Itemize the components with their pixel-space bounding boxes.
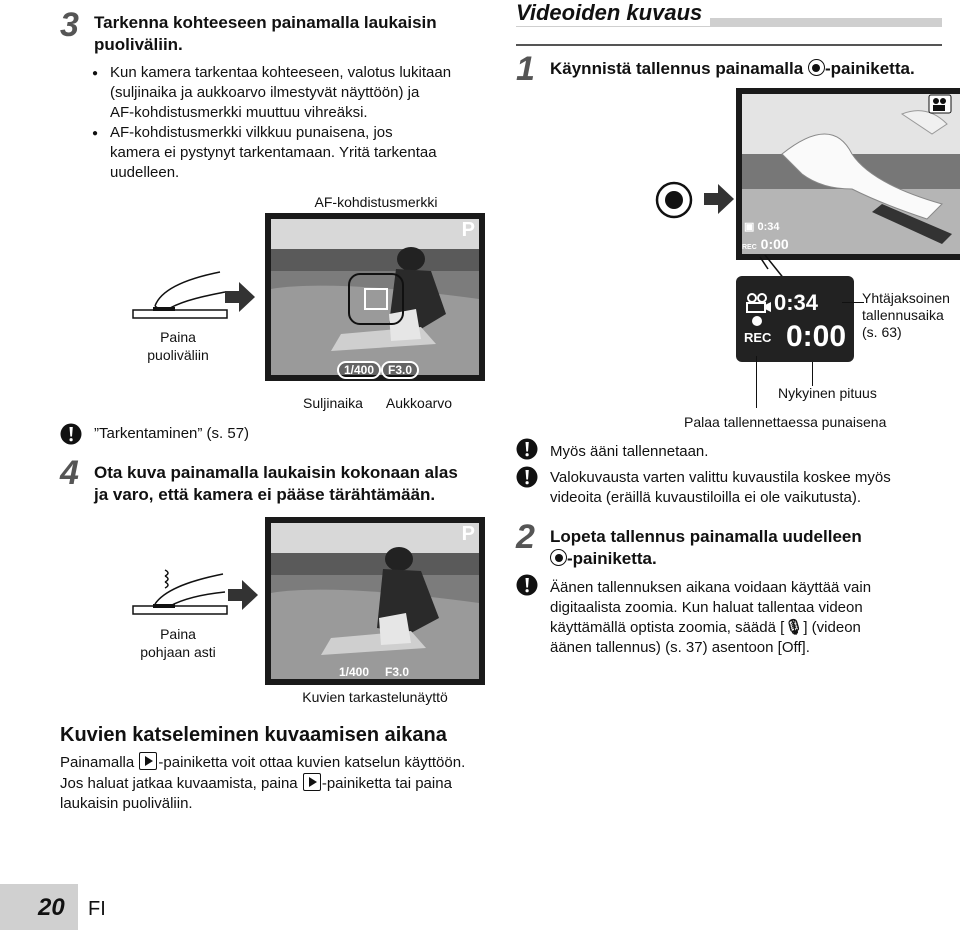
video-camera-icon <box>744 292 772 314</box>
remaining-time-label <box>862 290 950 341</box>
review-screen-label: Kuvien tarkastelunäyttö <box>302 689 448 705</box>
page-number: 20 <box>38 894 65 921</box>
arrow-right-icon <box>225 282 257 314</box>
note-mode <box>550 468 891 508</box>
current-length-leader-line <box>812 362 813 386</box>
aperture-label: Aukkoarvo <box>385 395 453 411</box>
remaining-time-zoom: 0:34 <box>774 290 819 315</box>
full-press-label <box>120 625 236 661</box>
full-press-label-line1: Paina <box>160 626 196 642</box>
step-3-number: 3 <box>60 6 79 44</box>
playback-button-icon <box>303 773 321 791</box>
section-heading-viewing: Kuvien katseleminen kuvaamisen aikana <box>60 724 447 746</box>
step-3-title-line2: puoliväliin. <box>94 35 183 54</box>
heading-rule <box>516 44 942 46</box>
af-target-mark <box>364 288 388 310</box>
language-code: FI <box>88 898 106 920</box>
step-2-title-line1: Lopeta tallennus painamalla uudelleen <box>550 527 862 546</box>
note-focus: ”Tarkentaminen” (s. 57) <box>94 425 250 442</box>
camera-screen-review <box>265 517 485 685</box>
full-press-label-line2: pohjaan asti <box>140 644 216 660</box>
viewing-line2-b: -painiketta tai paina <box>321 775 452 792</box>
shutter-speed-label: Suljinaika <box>303 395 363 411</box>
bullet-1-line1: ● Kun kamera tarkentaa kohteeseen, valotus lukitaan <box>110 64 452 81</box>
note-zoom-line3-a: käyttämällä optista zoomia, säädä [ <box>550 619 785 636</box>
half-press-label-line1: Paina <box>160 329 196 345</box>
record-button-icon <box>808 59 825 76</box>
arrow-right-icon <box>704 184 736 216</box>
step-1-title <box>550 58 915 80</box>
step-4-number: 4 <box>60 454 79 492</box>
warning-icon <box>60 423 82 445</box>
red-note-leader-line <box>756 356 757 408</box>
warning-icon <box>516 574 538 596</box>
note-sound: Myös ääni tallennetaan. <box>550 443 709 460</box>
bullet-1-line2: (suljinaika ja aukkoarvo ilmestyvät näyttöön) ja <box>110 84 420 101</box>
note-zoom-line4: äänen tallennus) (s. 37) asentoon [Off]. <box>550 639 810 656</box>
screen-photo <box>271 523 479 679</box>
note-mode-line1: Valokuvausta varten valittu kuvaustila koskee myös <box>550 469 891 486</box>
mode-indicator: P <box>461 219 475 241</box>
note-zoom-line2: digitaalista zoomia. Kun haluat tallentaa videon <box>550 599 863 616</box>
warning-icon <box>516 466 538 488</box>
note-zoom <box>550 578 871 658</box>
note-mode-line2: videoita (eräillä kuvaustiloilla ei ole vaikutusta). <box>550 489 861 506</box>
af-target-frame <box>348 273 404 325</box>
note-zoom-line1: Äänen tallennuksen aikana voidaan käyttää vain <box>550 579 872 596</box>
half-press-finger-icon <box>125 270 235 322</box>
microphone-icon: 🎙 <box>784 619 804 636</box>
viewing-line1-a: Painamalla <box>60 754 135 771</box>
step-3-title <box>94 12 437 56</box>
current-length-label: Nykyinen pituus <box>778 385 877 401</box>
full-press-finger-icon <box>125 566 235 618</box>
step-1-title-b: -painiketta. <box>824 59 915 78</box>
camera-screen-video <box>736 88 960 260</box>
viewing-line1-b: -painiketta voit ottaa kuvien katselun käyttöön. <box>158 754 466 771</box>
af-mark-label: AF-kohdistusmerkki <box>314 194 438 210</box>
half-press-label <box>128 328 228 364</box>
video-camera-icon: ▣ <box>744 221 755 233</box>
half-press-label-line2: puoliväliin <box>147 347 209 363</box>
step-3-bullet-2 <box>110 123 490 183</box>
aperture-display: F3.0 <box>385 665 410 679</box>
step-3-title-line1: Tarkenna kohteeseen painamalla laukaisin <box>94 13 437 32</box>
elapsed-time-display <box>742 236 789 252</box>
camera-screen-halfpress <box>265 213 485 381</box>
playback-button-icon <box>139 752 157 770</box>
bullet-2-line2: kamera ei pystynyt tarkentamaan. Yritä tarkentaa <box>110 144 437 161</box>
rec-dot-icon <box>752 316 762 326</box>
remaining-time-display <box>744 220 780 233</box>
mode-indicator: P <box>461 523 475 545</box>
bullet-1-line3: AF-kohdistusmerkki muuttuu vihreäksi. <box>110 104 368 121</box>
step-1-title-a: Käynnistä tallennus painamalla <box>550 59 804 78</box>
step-2-title-line2: -painiketta. <box>567 549 657 568</box>
remaining-label-line3: (s. 63) <box>862 324 902 340</box>
arrow-right-icon <box>228 580 260 612</box>
shutter-speed-display: 1/400 <box>337 361 381 379</box>
remaining-label-line2: tallennusaika <box>862 307 944 323</box>
video-mode-icon <box>928 94 952 114</box>
step-3-bullet-1 <box>110 63 490 123</box>
step-4-title <box>94 462 458 506</box>
remaining-label-line1: Yhtäjaksoinen <box>862 290 950 306</box>
note-zoom-line3-b: ] (videon <box>803 619 861 636</box>
remaining-leader-line <box>842 302 864 303</box>
rec-indicator: REC <box>742 244 757 251</box>
time-display-zoom <box>736 276 854 362</box>
bullet-2-line3: uudelleen. <box>110 164 180 181</box>
step-1-number: 1 <box>516 50 535 88</box>
section-heading-video: Videoiden kuvaus <box>516 0 710 26</box>
step-2-title <box>550 526 862 570</box>
step-4-title-line2: ja varo, että kamera ei pääse tärähtämään. <box>94 485 436 504</box>
bullet-2-line1: ● AF-kohdistusmerkki vilkkuu punaisena, jos <box>110 124 393 141</box>
aperture-display: F3.0 <box>381 361 419 379</box>
elapsed-time-value: 0:00 <box>760 236 789 252</box>
viewing-paragraph <box>60 752 500 814</box>
record-button-icon <box>550 549 567 566</box>
viewing-line2-a: Jos haluat jatkaa kuvaamista, paina <box>60 775 298 792</box>
elapsed-time-zoom: 0:00 <box>786 320 847 353</box>
warning-icon <box>516 438 538 460</box>
shutter-speed-display: 1/400 <box>339 665 370 679</box>
red-note-label: Palaa tallennettaessa punaisena <box>684 414 887 430</box>
woman-in-field-photo <box>271 523 479 679</box>
rec-indicator-zoom: REC <box>744 330 772 345</box>
step-2-number: 2 <box>516 518 535 556</box>
viewing-line3: laukaisin puoliväliin. <box>60 795 193 812</box>
remaining-time-value: 0:34 <box>757 221 780 233</box>
record-button-icon <box>654 180 694 220</box>
step-4-title-line1: Ota kuva painamalla laukaisin kokonaan alas <box>94 463 458 482</box>
